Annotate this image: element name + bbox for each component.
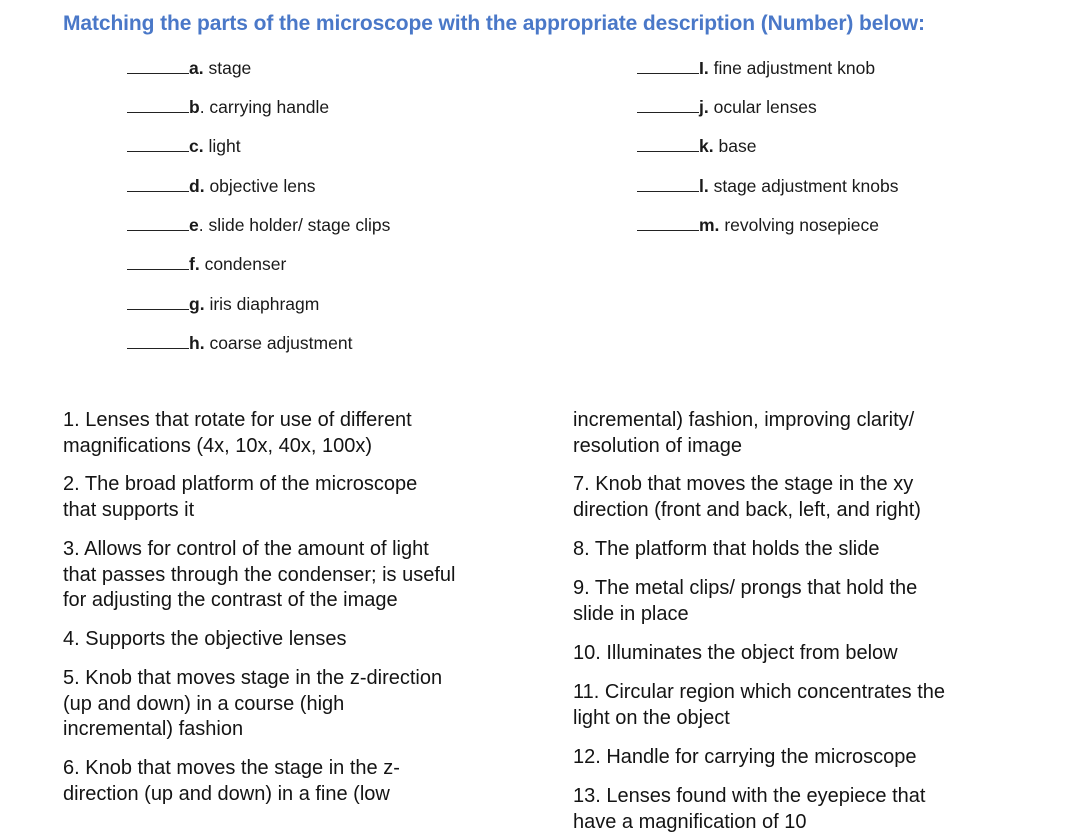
part-g [127,293,319,315]
part-j [637,96,817,118]
part-d [127,175,315,197]
part-letter: k. [699,136,714,156]
answer-blank[interactable] [127,177,189,192]
part-letter: h. [189,333,205,353]
part-label: light [208,136,241,156]
part-letter: j. [699,97,709,117]
description-1: 1. Lenses that rotate for use of different magnifications (4x, 10x, 40x, 100x) [63,409,412,457]
worksheet-title: Matching the parts of the microscope with the appropriate description (Number) below: [63,12,925,35]
description-11: 11. Circular region which concentrates the light on the object [573,681,946,729]
answer-blank[interactable] [127,98,189,113]
description-8: 8. The platform that holds the slide [573,538,880,560]
description-7: 7. Knob that moves the stage in the xy direction (front and back, left, and right) [573,473,921,521]
part-b [127,96,329,118]
answer-blank[interactable] [127,216,189,231]
description-6: 6. Knob that moves the stage in the z- direction (up and down) in a fine (low [63,757,400,805]
part-letter: b [189,97,200,117]
part-letter: d. [189,176,205,196]
part-f [127,253,286,275]
answer-blank[interactable] [127,137,189,152]
part-letter: a. [189,58,204,78]
part-letter: I. [699,58,709,78]
part-label: coarse adjustment [209,333,353,353]
description-5: 5. Knob that moves stage in the z-direction (up and down) in a course (high incremental) fashion [63,667,443,740]
part-m [637,214,879,236]
part-c [127,135,241,157]
description-10: 10. Illuminates the object from below [573,642,898,664]
part-letter: m. [699,215,720,235]
answer-blank[interactable] [127,255,189,270]
part-letter: l. [699,176,709,196]
part-letter: e [189,215,199,235]
answer-blank[interactable] [127,59,189,74]
part-label: . slide holder/ stage clips [198,215,391,235]
description-9: 9. The metal clips/ prongs that hold the slide in place [573,577,918,625]
part-e [127,214,390,236]
answer-blank[interactable] [637,177,699,192]
description-3: 3. Allows for control of the amount of light that passes through the condenser; is useful for adjusting the contrast of the image [63,538,456,611]
part-letter: f. [189,254,200,274]
part-label: stage adjustment knobs [713,176,899,196]
part-label: fine adjustment knob [713,58,876,78]
part-label: . carrying handle [199,97,330,117]
part-label: condenser [204,254,287,274]
part-letter: c. [189,136,204,156]
part-h [127,332,352,354]
answer-blank[interactable] [637,137,699,152]
answer-blank[interactable] [637,98,699,113]
part-l [637,175,898,197]
description-4: 4. Supports the objective lenses [63,628,347,650]
answer-blank[interactable] [637,216,699,231]
answer-blank[interactable] [637,59,699,74]
description-2: 2. The broad platform of the microscope that supports it [63,473,418,521]
description-6-continued: incremental) fashion, improving clarity/ resolution of image [573,409,915,457]
part-label: objective lens [209,176,316,196]
part-a [127,57,251,79]
description-13: 13. Lenses found with the eyepiece that have a magnification of 10 [573,785,926,833]
part-i [637,57,875,79]
part-label: ocular lenses [713,97,817,117]
part-label: stage [208,58,252,78]
part-letter: g. [189,294,205,314]
part-label: iris diaphragm [209,294,320,314]
answer-blank[interactable] [127,295,189,310]
answer-blank[interactable] [127,334,189,349]
part-k [637,135,756,157]
part-label: revolving nosepiece [724,215,879,235]
part-label: base [718,136,757,156]
description-12: 12. Handle for carrying the microscope [573,746,917,768]
